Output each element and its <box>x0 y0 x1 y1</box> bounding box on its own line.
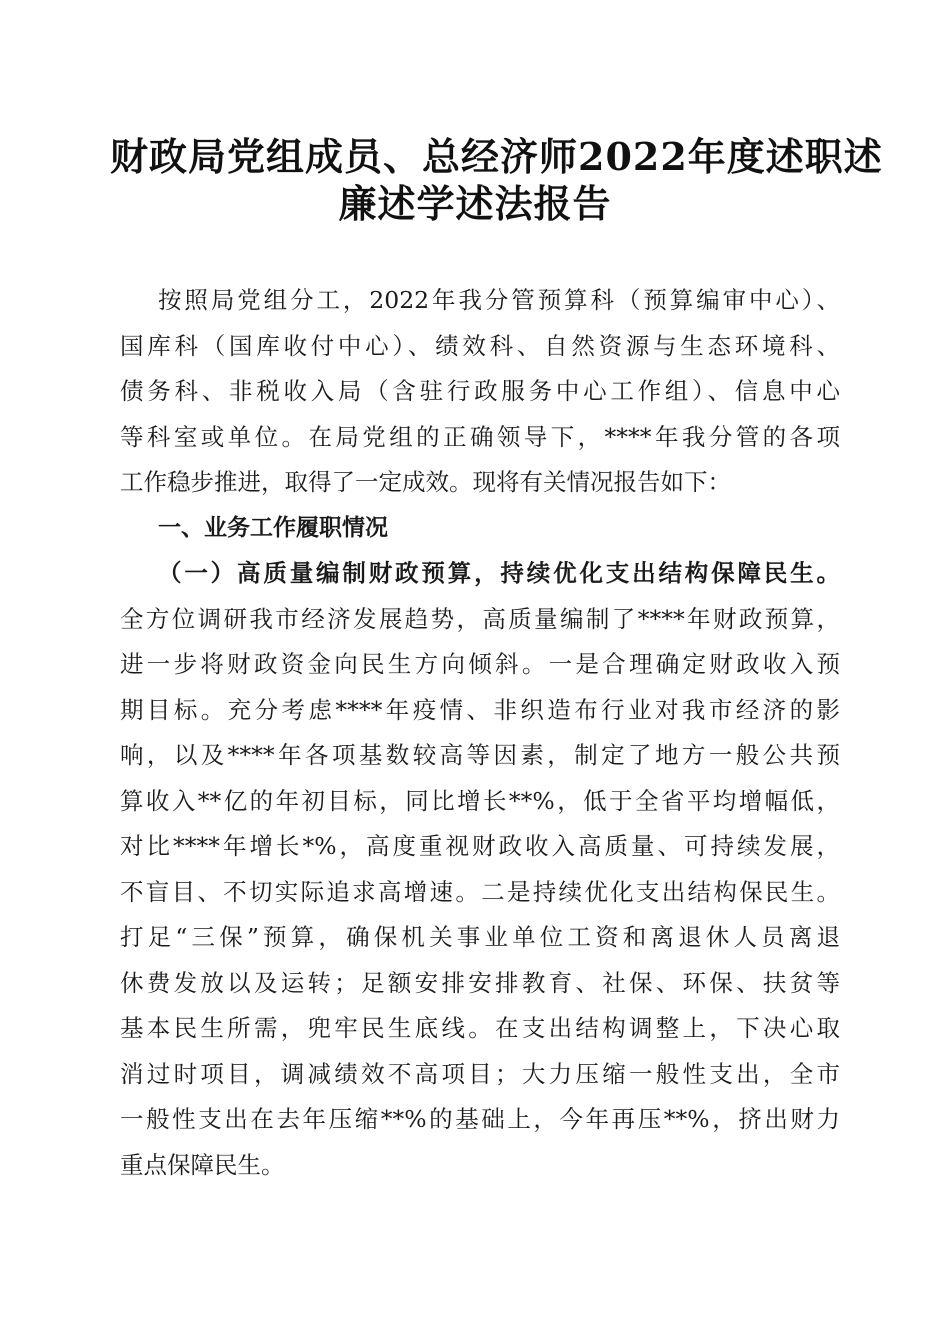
paragraph-line: 对比****年增长*%，高度重视财政收入高质量、可持续发展， <box>120 832 840 860</box>
document-body <box>120 278 840 1188</box>
paragraph-line: 重点保障民生。 <box>120 1150 285 1179</box>
paragraph-line: 不盲目、不切实际追求高增速。二是持续优化支出结构保民生。 <box>120 877 840 906</box>
document-title <box>110 133 883 227</box>
paragraph-line: 基本民生所需，兜牢民生底线。在支出结构调整上，下决心取 <box>120 1014 840 1042</box>
intro-line: 按照局党组分工，2022年我分管预算科（预算编审中心）、 <box>158 286 840 314</box>
intro-line: 债务科、非税收入局（含驻行政服务中心工作组）、信息中心 <box>120 377 840 405</box>
paragraph-line: 休费发放以及运转；足额安排安排教育、社保、环保、扶贫等 <box>120 968 840 997</box>
paragraph-line: 全方位调研我市经济发展趋势，高质量编制了****年财政预算， <box>120 604 840 633</box>
title-line: 廉述学述法报告 <box>338 181 612 226</box>
paragraph-line: 消过时项目，调减绩效不高项目；大力压缩一般性支出，全市 <box>120 1059 840 1088</box>
section-heading: 一、业务工作履职情况 <box>158 514 388 541</box>
paragraph-line: 打足“三保”预算，确保机关事业单位工资和离退休人员离退 <box>120 923 840 951</box>
paragraph-line: 期目标。充分考虑****年疫情、非织造布行业对我市经济的影 <box>120 695 840 724</box>
paragraph-line: 响，以及****年各项基数较高等因素，制定了地方一般公共预 <box>120 741 840 769</box>
paragraph-line: 进一步将财政资金向民生方向倾斜。一是合理确定财政收入预 <box>120 650 840 678</box>
intro-line: 等科室或单位。在局党组的正确领导下，****年我分管的各项 <box>120 422 840 451</box>
intro-line: 国库科（国库收付中心）、绩效科、自然资源与生态环境科、 <box>120 331 840 360</box>
intro-line: 工作稳步推进，取得了一定成效。现将有关情况报告如下： <box>120 468 731 496</box>
subsection-heading: （一）高质量编制财政预算，持续优化支出结构保障民生。 <box>158 559 840 587</box>
title-line: 财政局党组成员、总经济师2022年度述职述 <box>110 134 883 179</box>
paragraph-line: 一般性支出在去年压缩**%的基础上，今年再压**%，挤出财力 <box>120 1105 840 1133</box>
paragraph-line: 算收入**亿的年初目标，同比增长**%，低于全省平均增幅低， <box>120 786 840 815</box>
